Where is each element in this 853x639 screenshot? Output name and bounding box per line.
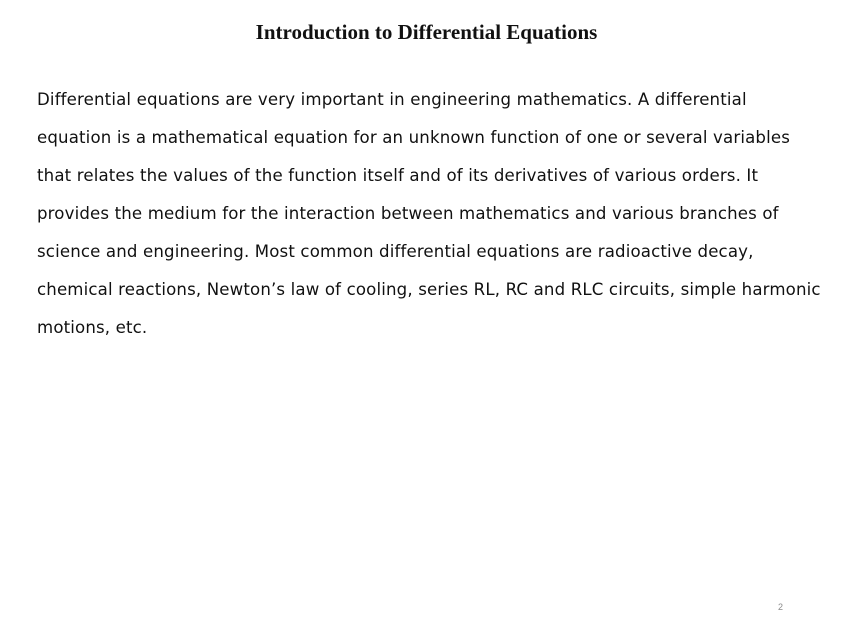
paragraph-line: science and engineering. Most common differential equations are radioactive decay, [37, 242, 754, 261]
paragraph-line: chemical reactions, Newton’s law of cooling, series RL, RC and RLC circuits, simple harmonic [37, 280, 821, 299]
paragraph-line: that relates the values of the function itself and of its derivatives of various orders. It [37, 166, 759, 185]
page-title: Introduction to Differential Equations [255, 20, 598, 44]
paragraph-line: provides the medium for the interaction between mathematics and various branches of [37, 204, 779, 223]
body-paragraph [37, 84, 837, 350]
paragraph-line: Differential equations are very important in engineering mathematics. A differential [37, 90, 747, 109]
paragraph-line: equation is a mathematical equation for an unknown function of one or several variables [37, 128, 790, 147]
paragraph-line: motions, etc. [37, 318, 148, 337]
page-number: 2 [778, 602, 784, 612]
